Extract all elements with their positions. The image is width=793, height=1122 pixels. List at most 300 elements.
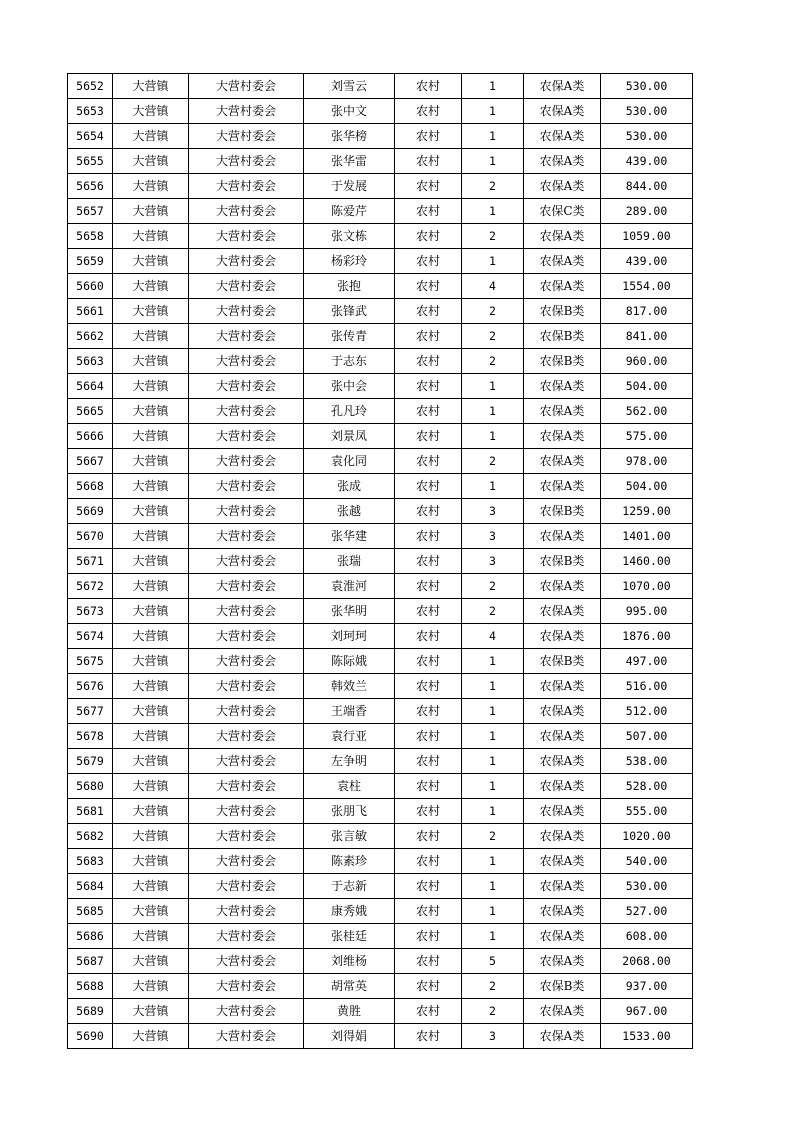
amount-cell: 1533.00 — [601, 1024, 693, 1049]
serial-number-cell: 5660 — [68, 274, 113, 299]
household-size-cell: 1 — [462, 699, 524, 724]
person-name-cell: 康秀娥 — [304, 899, 395, 924]
town-cell: 大营镇 — [113, 99, 189, 124]
amount-cell: 1070.00 — [601, 574, 693, 599]
insurance-category-cell: 农保A类 — [524, 474, 601, 499]
area-type-cell: 农村 — [395, 149, 462, 174]
person-name-cell: 张华榜 — [304, 124, 395, 149]
insurance-category-cell: 农保A类 — [524, 799, 601, 824]
amount-cell: 967.00 — [601, 999, 693, 1024]
serial-number-cell: 5652 — [68, 74, 113, 99]
village-committee-cell: 大营村委会 — [189, 824, 304, 849]
person-name-cell: 韩效兰 — [304, 674, 395, 699]
amount-cell: 1259.00 — [601, 499, 693, 524]
amount-cell: 289.00 — [601, 199, 693, 224]
table-row — [68, 74, 693, 99]
amount-cell: 1020.00 — [601, 824, 693, 849]
insurance-category-cell: 农保A类 — [524, 749, 601, 774]
village-committee-cell: 大营村委会 — [189, 924, 304, 949]
area-type-cell: 农村 — [395, 424, 462, 449]
insurance-category-cell: 农保B类 — [524, 649, 601, 674]
village-committee-cell: 大营村委会 — [189, 1024, 304, 1049]
area-type-cell: 农村 — [395, 649, 462, 674]
serial-number-cell: 5680 — [68, 774, 113, 799]
person-name-cell: 张抱 — [304, 274, 395, 299]
area-type-cell: 农村 — [395, 124, 462, 149]
area-type-cell: 农村 — [395, 599, 462, 624]
insurance-category-cell: 农保A类 — [524, 924, 601, 949]
household-size-cell: 1 — [462, 849, 524, 874]
person-name-cell: 张成 — [304, 474, 395, 499]
person-name-cell: 张中会 — [304, 374, 395, 399]
person-name-cell: 孔凡玲 — [304, 399, 395, 424]
household-size-cell: 1 — [462, 899, 524, 924]
amount-cell: 530.00 — [601, 874, 693, 899]
person-name-cell: 于志东 — [304, 349, 395, 374]
amount-cell: 439.00 — [601, 149, 693, 174]
town-cell: 大营镇 — [113, 824, 189, 849]
town-cell: 大营镇 — [113, 249, 189, 274]
town-cell: 大营镇 — [113, 799, 189, 824]
serial-number-cell: 5678 — [68, 724, 113, 749]
person-name-cell: 王端香 — [304, 699, 395, 724]
town-cell: 大营镇 — [113, 674, 189, 699]
serial-number-cell: 5686 — [68, 924, 113, 949]
amount-cell: 841.00 — [601, 324, 693, 349]
town-cell: 大营镇 — [113, 749, 189, 774]
area-type-cell: 农村 — [395, 799, 462, 824]
amount-cell: 504.00 — [601, 474, 693, 499]
village-committee-cell: 大营村委会 — [189, 624, 304, 649]
person-name-cell: 刘雪云 — [304, 74, 395, 99]
records-table — [67, 73, 693, 1049]
area-type-cell: 农村 — [395, 99, 462, 124]
area-type-cell: 农村 — [395, 474, 462, 499]
household-size-cell: 1 — [462, 399, 524, 424]
table-row — [68, 599, 693, 624]
insurance-category-cell: 农保A类 — [524, 399, 601, 424]
town-cell: 大营镇 — [113, 524, 189, 549]
serial-number-cell: 5679 — [68, 749, 113, 774]
serial-number-cell: 5689 — [68, 999, 113, 1024]
household-size-cell: 2 — [462, 824, 524, 849]
table-row — [68, 874, 693, 899]
town-cell: 大营镇 — [113, 149, 189, 174]
household-size-cell: 1 — [462, 774, 524, 799]
insurance-category-cell: 农保A类 — [524, 524, 601, 549]
household-size-cell: 1 — [462, 149, 524, 174]
area-type-cell: 农村 — [395, 874, 462, 899]
town-cell: 大营镇 — [113, 899, 189, 924]
insurance-category-cell: 农保A类 — [524, 424, 601, 449]
insurance-category-cell: 农保B类 — [524, 549, 601, 574]
person-name-cell: 陈素珍 — [304, 849, 395, 874]
town-cell: 大营镇 — [113, 499, 189, 524]
area-type-cell: 农村 — [395, 824, 462, 849]
serial-number-cell: 5690 — [68, 1024, 113, 1049]
amount-cell: 439.00 — [601, 249, 693, 274]
person-name-cell: 张朋飞 — [304, 799, 395, 824]
village-committee-cell: 大营村委会 — [189, 274, 304, 299]
amount-cell: 608.00 — [601, 924, 693, 949]
person-name-cell: 袁淮河 — [304, 574, 395, 599]
household-size-cell: 3 — [462, 499, 524, 524]
amount-cell: 527.00 — [601, 899, 693, 924]
town-cell: 大营镇 — [113, 124, 189, 149]
area-type-cell: 农村 — [395, 624, 462, 649]
serial-number-cell: 5661 — [68, 299, 113, 324]
table-row — [68, 349, 693, 374]
serial-number-cell: 5683 — [68, 849, 113, 874]
serial-number-cell: 5667 — [68, 449, 113, 474]
area-type-cell: 农村 — [395, 1024, 462, 1049]
village-committee-cell: 大营村委会 — [189, 574, 304, 599]
serial-number-cell: 5687 — [68, 949, 113, 974]
insurance-category-cell: 农保A类 — [524, 624, 601, 649]
insurance-category-cell: 农保A类 — [524, 1024, 601, 1049]
village-committee-cell: 大营村委会 — [189, 549, 304, 574]
table-row — [68, 224, 693, 249]
serial-number-cell: 5656 — [68, 174, 113, 199]
serial-number-cell: 5670 — [68, 524, 113, 549]
amount-cell: 528.00 — [601, 774, 693, 799]
person-name-cell: 张华雷 — [304, 149, 395, 174]
insurance-category-cell: 农保A类 — [524, 374, 601, 399]
serial-number-cell: 5688 — [68, 974, 113, 999]
serial-number-cell: 5666 — [68, 424, 113, 449]
amount-cell: 1876.00 — [601, 624, 693, 649]
village-committee-cell: 大营村委会 — [189, 599, 304, 624]
area-type-cell: 农村 — [395, 899, 462, 924]
serial-number-cell: 5654 — [68, 124, 113, 149]
table-row — [68, 274, 693, 299]
village-committee-cell: 大营村委会 — [189, 949, 304, 974]
household-size-cell: 1 — [462, 374, 524, 399]
town-cell: 大营镇 — [113, 924, 189, 949]
insurance-category-cell: 农保A类 — [524, 149, 601, 174]
village-committee-cell: 大营村委会 — [189, 874, 304, 899]
village-committee-cell: 大营村委会 — [189, 199, 304, 224]
area-type-cell: 农村 — [395, 74, 462, 99]
household-size-cell: 1 — [462, 199, 524, 224]
household-size-cell: 1 — [462, 724, 524, 749]
amount-cell: 978.00 — [601, 449, 693, 474]
serial-number-cell: 5684 — [68, 874, 113, 899]
table-row — [68, 699, 693, 724]
village-committee-cell: 大营村委会 — [189, 724, 304, 749]
amount-cell: 504.00 — [601, 374, 693, 399]
person-name-cell: 袁柱 — [304, 774, 395, 799]
table-row — [68, 399, 693, 424]
area-type-cell: 农村 — [395, 724, 462, 749]
town-cell: 大营镇 — [113, 374, 189, 399]
town-cell: 大营镇 — [113, 224, 189, 249]
area-type-cell: 农村 — [395, 199, 462, 224]
person-name-cell: 杨彩玲 — [304, 249, 395, 274]
insurance-category-cell: 农保B类 — [524, 349, 601, 374]
table-row — [68, 199, 693, 224]
amount-cell: 1554.00 — [601, 274, 693, 299]
area-type-cell: 农村 — [395, 324, 462, 349]
table-row — [68, 99, 693, 124]
town-cell: 大营镇 — [113, 424, 189, 449]
serial-number-cell: 5663 — [68, 349, 113, 374]
amount-cell: 937.00 — [601, 974, 693, 999]
town-cell: 大营镇 — [113, 974, 189, 999]
household-size-cell: 1 — [462, 649, 524, 674]
household-size-cell: 2 — [462, 974, 524, 999]
town-cell: 大营镇 — [113, 849, 189, 874]
table-row — [68, 299, 693, 324]
town-cell: 大营镇 — [113, 574, 189, 599]
serial-number-cell: 5671 — [68, 549, 113, 574]
village-committee-cell: 大营村委会 — [189, 524, 304, 549]
table-row — [68, 974, 693, 999]
household-size-cell: 1 — [462, 874, 524, 899]
insurance-category-cell: 农保A类 — [524, 99, 601, 124]
village-committee-cell: 大营村委会 — [189, 674, 304, 699]
town-cell: 大营镇 — [113, 449, 189, 474]
town-cell: 大营镇 — [113, 174, 189, 199]
village-committee-cell: 大营村委会 — [189, 649, 304, 674]
household-size-cell: 2 — [462, 449, 524, 474]
insurance-category-cell: 农保B类 — [524, 499, 601, 524]
serial-number-cell: 5682 — [68, 824, 113, 849]
table-row — [68, 149, 693, 174]
person-name-cell: 于志新 — [304, 874, 395, 899]
amount-cell: 817.00 — [601, 299, 693, 324]
town-cell: 大营镇 — [113, 199, 189, 224]
serial-number-cell: 5681 — [68, 799, 113, 824]
area-type-cell: 农村 — [395, 849, 462, 874]
amount-cell: 530.00 — [601, 74, 693, 99]
insurance-category-cell: 农保A类 — [524, 999, 601, 1024]
household-size-cell: 2 — [462, 599, 524, 624]
serial-number-cell: 5665 — [68, 399, 113, 424]
table-row — [68, 324, 693, 349]
insurance-category-cell: 农保A类 — [524, 174, 601, 199]
town-cell: 大营镇 — [113, 699, 189, 724]
town-cell: 大营镇 — [113, 274, 189, 299]
table-row — [68, 749, 693, 774]
town-cell: 大营镇 — [113, 649, 189, 674]
person-name-cell: 张瑞 — [304, 549, 395, 574]
insurance-category-cell: 农保B类 — [524, 324, 601, 349]
records-table-body — [68, 74, 693, 1049]
table-row — [68, 724, 693, 749]
area-type-cell: 农村 — [395, 349, 462, 374]
town-cell: 大营镇 — [113, 1024, 189, 1049]
person-name-cell: 刘维杨 — [304, 949, 395, 974]
table-row — [68, 574, 693, 599]
village-committee-cell: 大营村委会 — [189, 899, 304, 924]
serial-number-cell: 5685 — [68, 899, 113, 924]
town-cell: 大营镇 — [113, 624, 189, 649]
person-name-cell: 黄胜 — [304, 999, 395, 1024]
table-row — [68, 249, 693, 274]
table-row — [68, 774, 693, 799]
village-committee-cell: 大营村委会 — [189, 749, 304, 774]
amount-cell: 530.00 — [601, 99, 693, 124]
area-type-cell: 农村 — [395, 699, 462, 724]
household-size-cell: 4 — [462, 624, 524, 649]
village-committee-cell: 大营村委会 — [189, 774, 304, 799]
person-name-cell: 张中文 — [304, 99, 395, 124]
village-committee-cell: 大营村委会 — [189, 424, 304, 449]
household-size-cell: 4 — [462, 274, 524, 299]
village-committee-cell: 大营村委会 — [189, 149, 304, 174]
insurance-category-cell: 农保A类 — [524, 674, 601, 699]
area-type-cell: 农村 — [395, 749, 462, 774]
amount-cell: 555.00 — [601, 799, 693, 824]
serial-number-cell: 5673 — [68, 599, 113, 624]
village-committee-cell: 大营村委会 — [189, 499, 304, 524]
person-name-cell: 张文栋 — [304, 224, 395, 249]
household-size-cell: 2 — [462, 299, 524, 324]
area-type-cell: 农村 — [395, 499, 462, 524]
serial-number-cell: 5653 — [68, 99, 113, 124]
household-size-cell: 2 — [462, 324, 524, 349]
insurance-category-cell: 农保A类 — [524, 949, 601, 974]
town-cell: 大营镇 — [113, 474, 189, 499]
household-size-cell: 2 — [462, 999, 524, 1024]
table-row — [68, 424, 693, 449]
person-name-cell: 张华建 — [304, 524, 395, 549]
insurance-category-cell: 农保C类 — [524, 199, 601, 224]
household-size-cell: 2 — [462, 574, 524, 599]
village-committee-cell: 大营村委会 — [189, 399, 304, 424]
town-cell: 大营镇 — [113, 349, 189, 374]
insurance-category-cell: 农保A类 — [524, 874, 601, 899]
serial-number-cell: 5658 — [68, 224, 113, 249]
amount-cell: 1460.00 — [601, 549, 693, 574]
table-row — [68, 849, 693, 874]
town-cell: 大营镇 — [113, 399, 189, 424]
area-type-cell: 农村 — [395, 549, 462, 574]
household-size-cell: 2 — [462, 224, 524, 249]
amount-cell: 1059.00 — [601, 224, 693, 249]
insurance-category-cell: 农保A类 — [524, 824, 601, 849]
serial-number-cell: 5657 — [68, 199, 113, 224]
person-name-cell: 陈际娥 — [304, 649, 395, 674]
area-type-cell: 农村 — [395, 449, 462, 474]
person-name-cell: 左争明 — [304, 749, 395, 774]
household-size-cell: 1 — [462, 249, 524, 274]
area-type-cell: 农村 — [395, 274, 462, 299]
household-size-cell: 5 — [462, 949, 524, 974]
table-row — [68, 624, 693, 649]
household-size-cell: 2 — [462, 349, 524, 374]
insurance-category-cell: 农保A类 — [524, 599, 601, 624]
village-committee-cell: 大营村委会 — [189, 124, 304, 149]
area-type-cell: 农村 — [395, 924, 462, 949]
village-committee-cell: 大营村委会 — [189, 799, 304, 824]
serial-number-cell: 5662 — [68, 324, 113, 349]
amount-cell: 507.00 — [601, 724, 693, 749]
data-sheet — [67, 73, 693, 1049]
area-type-cell: 农村 — [395, 574, 462, 599]
table-row — [68, 549, 693, 574]
area-type-cell: 农村 — [395, 174, 462, 199]
town-cell: 大营镇 — [113, 74, 189, 99]
table-row — [68, 999, 693, 1024]
table-row — [68, 474, 693, 499]
amount-cell: 538.00 — [601, 749, 693, 774]
table-row — [68, 449, 693, 474]
town-cell: 大营镇 — [113, 599, 189, 624]
household-size-cell: 3 — [462, 524, 524, 549]
serial-number-cell: 5675 — [68, 649, 113, 674]
person-name-cell: 刘珂珂 — [304, 624, 395, 649]
amount-cell: 844.00 — [601, 174, 693, 199]
town-cell: 大营镇 — [113, 299, 189, 324]
household-size-cell: 1 — [462, 424, 524, 449]
table-row — [68, 674, 693, 699]
table-row — [68, 899, 693, 924]
village-committee-cell: 大营村委会 — [189, 999, 304, 1024]
area-type-cell: 农村 — [395, 774, 462, 799]
person-name-cell: 胡常英 — [304, 974, 395, 999]
insurance-category-cell: 农保A类 — [524, 274, 601, 299]
village-committee-cell: 大营村委会 — [189, 474, 304, 499]
table-row — [68, 649, 693, 674]
village-committee-cell: 大营村委会 — [189, 324, 304, 349]
serial-number-cell: 5655 — [68, 149, 113, 174]
person-name-cell: 张华明 — [304, 599, 395, 624]
insurance-category-cell: 农保A类 — [524, 774, 601, 799]
household-size-cell: 1 — [462, 674, 524, 699]
table-row — [68, 524, 693, 549]
table-row — [68, 124, 693, 149]
amount-cell: 960.00 — [601, 349, 693, 374]
household-size-cell: 1 — [462, 74, 524, 99]
town-cell: 大营镇 — [113, 774, 189, 799]
village-committee-cell: 大营村委会 — [189, 74, 304, 99]
serial-number-cell: 5669 — [68, 499, 113, 524]
town-cell: 大营镇 — [113, 549, 189, 574]
insurance-category-cell: 农保A类 — [524, 899, 601, 924]
area-type-cell: 农村 — [395, 299, 462, 324]
village-committee-cell: 大营村委会 — [189, 249, 304, 274]
table-row — [68, 174, 693, 199]
person-name-cell: 陈爱芹 — [304, 199, 395, 224]
area-type-cell: 农村 — [395, 399, 462, 424]
insurance-category-cell: 农保A类 — [524, 249, 601, 274]
insurance-category-cell: 农保B类 — [524, 974, 601, 999]
insurance-category-cell: 农保A类 — [524, 74, 601, 99]
person-name-cell: 张桂廷 — [304, 924, 395, 949]
village-committee-cell: 大营村委会 — [189, 349, 304, 374]
village-committee-cell: 大营村委会 — [189, 174, 304, 199]
table-row — [68, 949, 693, 974]
person-name-cell: 张越 — [304, 499, 395, 524]
person-name-cell: 袁化同 — [304, 449, 395, 474]
person-name-cell: 张传青 — [304, 324, 395, 349]
household-size-cell: 3 — [462, 549, 524, 574]
household-size-cell: 3 — [462, 1024, 524, 1049]
household-size-cell: 1 — [462, 124, 524, 149]
amount-cell: 995.00 — [601, 599, 693, 624]
village-committee-cell: 大营村委会 — [189, 224, 304, 249]
person-name-cell: 于发展 — [304, 174, 395, 199]
amount-cell: 516.00 — [601, 674, 693, 699]
insurance-category-cell: 农保A类 — [524, 849, 601, 874]
area-type-cell: 农村 — [395, 974, 462, 999]
area-type-cell: 农村 — [395, 374, 462, 399]
household-size-cell: 1 — [462, 99, 524, 124]
household-size-cell: 2 — [462, 174, 524, 199]
village-committee-cell: 大营村委会 — [189, 699, 304, 724]
